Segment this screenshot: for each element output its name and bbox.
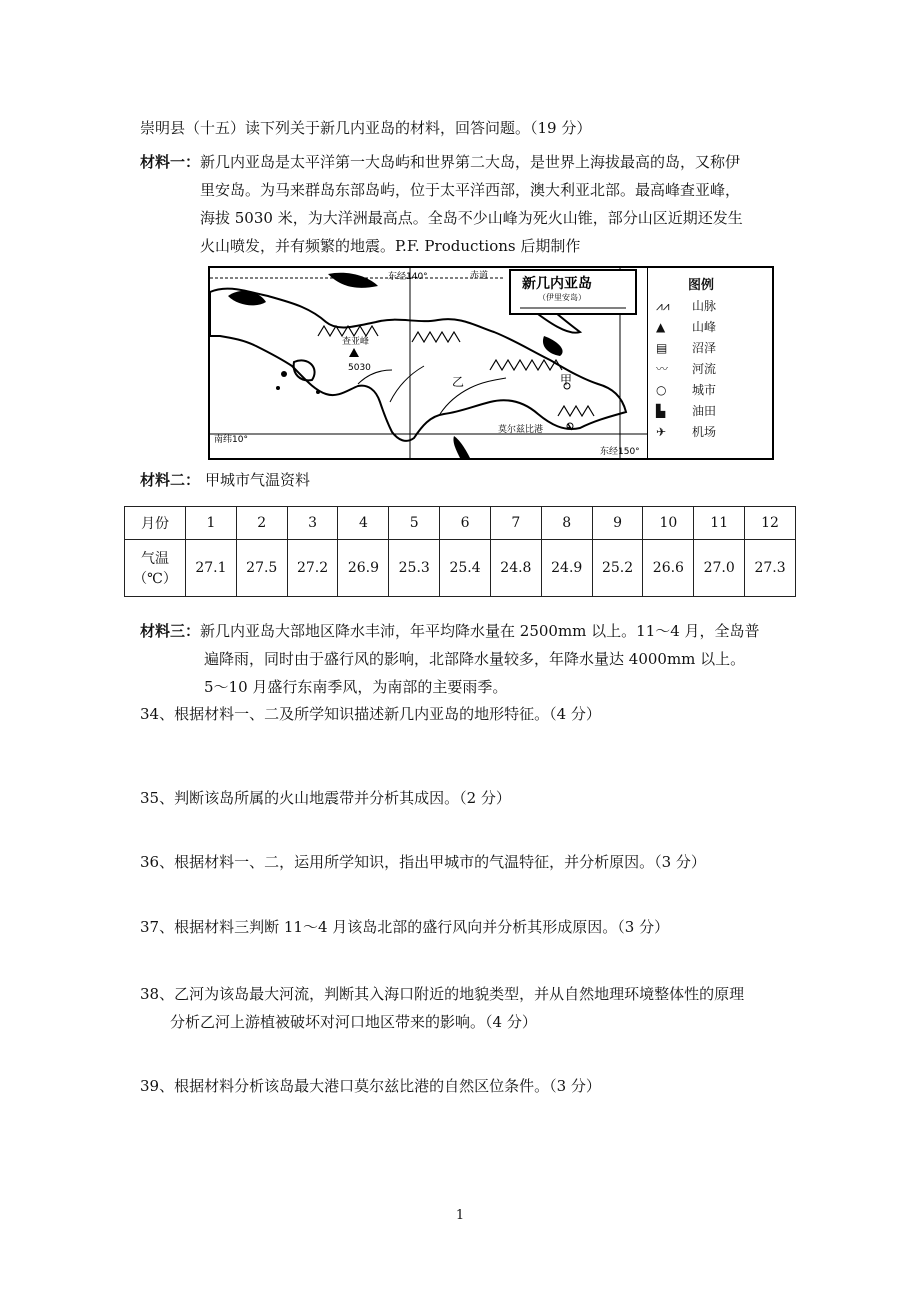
swamp-icon: ▤: [656, 341, 668, 355]
temp-cell: 27.1: [186, 540, 237, 597]
material3-text: [200, 617, 760, 701]
question-36: 36、根据材料一、二，运用所学知识，指出甲城市的气温特征，并分析原因。（3 分）: [140, 853, 706, 871]
temp-cell: 26.9: [338, 540, 389, 597]
month-cell: 6: [440, 507, 491, 540]
month-cell: 12: [745, 507, 796, 540]
month-cell: 7: [490, 507, 541, 540]
material1-line: 火山喷发，并有频繁的地震。P.F. Productions 后期制作: [200, 237, 581, 255]
question-38-line2: 分析乙河上游植被破坏对河口地区带来的影响。（4 分）: [170, 1013, 537, 1031]
label-peak-name: 查亚峰: [342, 337, 370, 347]
month-cell: 5: [389, 507, 440, 540]
month-cell: 3: [287, 507, 338, 540]
month-cell: 2: [236, 507, 287, 540]
river-icon: 〰: [656, 362, 669, 376]
material3-line: 新几内亚岛大部地区降水丰沛，年平均降水量在 2500mm 以上。11～4 月，全岛普: [200, 622, 760, 640]
question-37: 37、根据材料三判断 11～4 月该岛北部的盛行风向并分析其形成原因。（3 分）: [140, 918, 670, 936]
legend-item: 〰 河流: [656, 359, 766, 380]
month-cell: 8: [541, 507, 592, 540]
question-39: 39、根据材料分析该岛最大港口莫尔兹比港的自然区位条件。（3 分）: [140, 1077, 601, 1095]
material3-line: 遍降雨，同时由于盛行风的影响，北部降水量较多，年降水量达 4000mm 以上。: [204, 650, 746, 668]
material1-label: 材料一：: [140, 153, 201, 171]
question-35: 35、判断该岛所属的火山地震带并分析其成因。（2 分）: [140, 789, 511, 807]
material2-label: 材料二：: [140, 471, 201, 489]
month-cell: 11: [694, 507, 745, 540]
new-guinea-map: [208, 266, 662, 460]
airport-icon: ✈: [656, 425, 667, 439]
map-title: 新几内亚岛: [522, 276, 592, 292]
month-cell: 10: [643, 507, 694, 540]
temp-cell: 27.2: [287, 540, 338, 597]
temp-cell: 27.5: [236, 540, 287, 597]
legend-item: ○ 城市: [656, 380, 766, 401]
material1-line: 里安岛。为马来群岛东部岛屿，位于太平洋西部，澳大利亚北部。最高峰查亚峰，: [200, 181, 741, 199]
material1-line: 海拔 5030 米，为大洋洲最高点。全岛不少山峰为死火山锥，部分山区近期还发生: [200, 209, 743, 227]
legend-item: ▲ 山峰: [656, 317, 766, 338]
material3-label: 材料三：: [140, 622, 201, 640]
mountain-range-icon: ⩘⩘: [656, 299, 670, 313]
legend-title: 图例: [688, 278, 715, 293]
question-38-line1: 38、乙河为该岛最大河流，判断其入海口附近的地貌类型，并从自然地理环境整体性的原理: [140, 985, 745, 1003]
map-subtitle: （伊里安岛）: [538, 293, 586, 302]
month-header: 月份: [125, 507, 186, 540]
temp-cell: 24.8: [490, 540, 541, 597]
label-city-jia: 甲: [560, 373, 573, 387]
table-row: [125, 507, 796, 540]
label-port: 莫尔兹比港: [498, 425, 544, 435]
month-cell: 9: [592, 507, 643, 540]
question-34: 34、根据材料一、二及所学知识描述新几内亚岛的地形特征。（4 分）: [140, 705, 601, 723]
map-legend: [650, 266, 774, 460]
temp-cell: 25.3: [389, 540, 440, 597]
question-header: 崇明县（十五）读下列关于新几内亚岛的材料，回答问题。（19 分）: [140, 119, 592, 137]
label-lon150: 东经150°: [600, 447, 640, 457]
temperature-table: [124, 506, 796, 597]
label-peak-elev: 5030: [348, 363, 371, 373]
temp-cell: 27.3: [745, 540, 796, 597]
label-lon140: 东经140°: [388, 272, 428, 282]
temp-cell: 27.0: [694, 540, 745, 597]
legend-item: ✈ 机场: [656, 422, 766, 443]
page-number: 1: [455, 1208, 465, 1223]
material1-line: 新几内亚岛是太平洋第一大岛屿和世界第二大岛，是世界上海拔最高的岛，又称伊: [200, 153, 741, 171]
temp-cell: 25.2: [592, 540, 643, 597]
material2-title: 甲城市气温资料: [205, 471, 311, 489]
temp-header: 气温 （℃）: [125, 540, 186, 597]
temp-cell: 24.9: [541, 540, 592, 597]
material3-line: 5～10 月盛行东南季风，为南部的主要雨季。: [204, 678, 508, 696]
label-equator: 赤道: [470, 271, 489, 281]
legend-item: ⩘⩘ 山脉: [656, 296, 766, 317]
peak-icon: ▲: [656, 320, 666, 334]
temp-cell: 25.4: [440, 540, 491, 597]
oilfield-icon: ▙: [656, 404, 666, 418]
legend-item: ▤ 沼泽: [656, 338, 766, 359]
city-icon: ○: [656, 383, 667, 397]
label-lat10: 南纬10°: [214, 435, 248, 445]
material1-text: [200, 148, 743, 260]
table-row: [125, 540, 796, 597]
legend-item: ▙ 油田: [656, 401, 766, 422]
month-cell: 1: [186, 507, 237, 540]
label-river-yi: 乙: [452, 375, 465, 389]
temp-cell: 26.6: [643, 540, 694, 597]
month-cell: 4: [338, 507, 389, 540]
